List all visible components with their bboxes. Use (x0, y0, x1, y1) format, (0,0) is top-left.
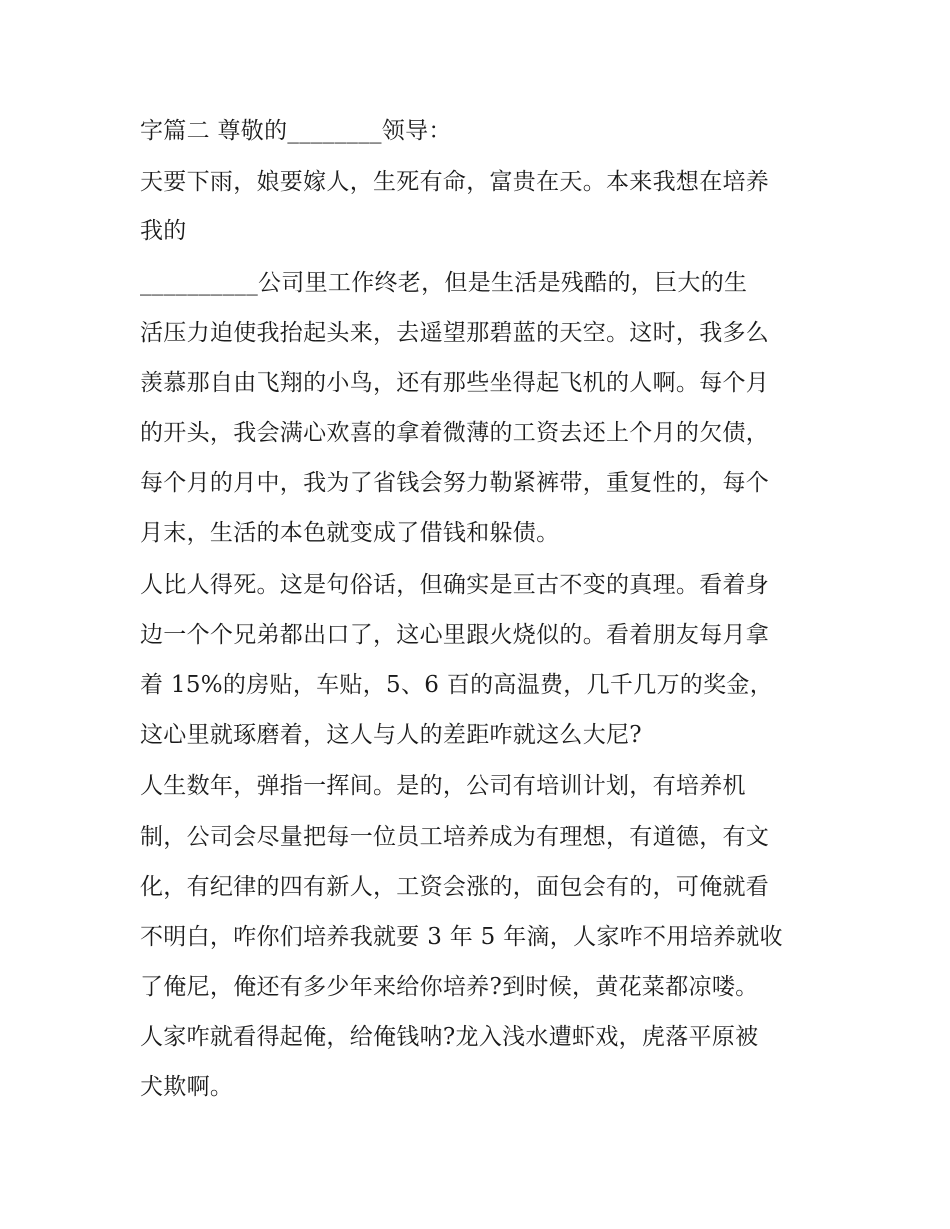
text-line: 月末，生活的本色就变成了借钱和躲债。 (140, 520, 560, 546)
text-line: 的开头，我会满心欢喜的拿着微薄的工资去还上个月的欠债， (140, 420, 770, 446)
text-line: 羡慕那自由飞翔的小鸟，还有那些坐得起飞机的人啊。每个月 (140, 370, 770, 396)
text-line: 人家咋就看得起俺，给俺钱呐?龙入浅水遭虾戏，虎落平原被 (140, 1024, 759, 1050)
text-line: 了俺尼，俺还有多少年来给你培养?到时候，黄花菜都凉喽。 (140, 974, 759, 1000)
text-line: 制，公司会尽量把每一位员工培养成为有理想，有道德，有文 (140, 824, 770, 850)
text-line: 活压力迫使我抬起头来，去遥望那碧蓝的天空。这时，我多么 (140, 320, 770, 346)
text-line: 边一个个兄弟都出口了，这心里跟火烧似的。看着朋友每月拿 (140, 622, 770, 648)
text-line: 人生数年，弹指一挥间。是的，公司有培训计划，有培养机 (140, 773, 746, 799)
text-line: 不明白，咋你们培养我就要 3 年 5 年滴，人家咋不用培养就收 (140, 924, 783, 950)
text-line: 字篇二 尊敬的________领导： (140, 118, 452, 144)
text-line: 我的 (140, 218, 187, 244)
text-line: 犬欺啊。 (140, 1074, 234, 1100)
text-line: 化，有纪律的四有新人，工资会涨的，面包会有的，可俺就看 (140, 874, 770, 900)
text-line: 每个月的月中，我为了省钱会努力勒紧裤带，重复性的，每个 (140, 470, 770, 496)
text-line: 天要下雨，娘要嫁人，生死有命，富贵在天。本来我想在培养 (140, 169, 770, 195)
text-line: 这心里就琢磨着，这人与人的差距咋就这么大尼? (140, 722, 642, 748)
text-line: __________公司里工作终老，但是生活是残酷的，巨大的生 (140, 270, 748, 296)
text-line: 着 15%的房贴，车贴，5、6 百的高温费，几千几万的奖金， (140, 672, 774, 698)
text-line: 人比人得死。这是句俗话，但确实是亘古不变的真理。看着身 (140, 572, 770, 598)
